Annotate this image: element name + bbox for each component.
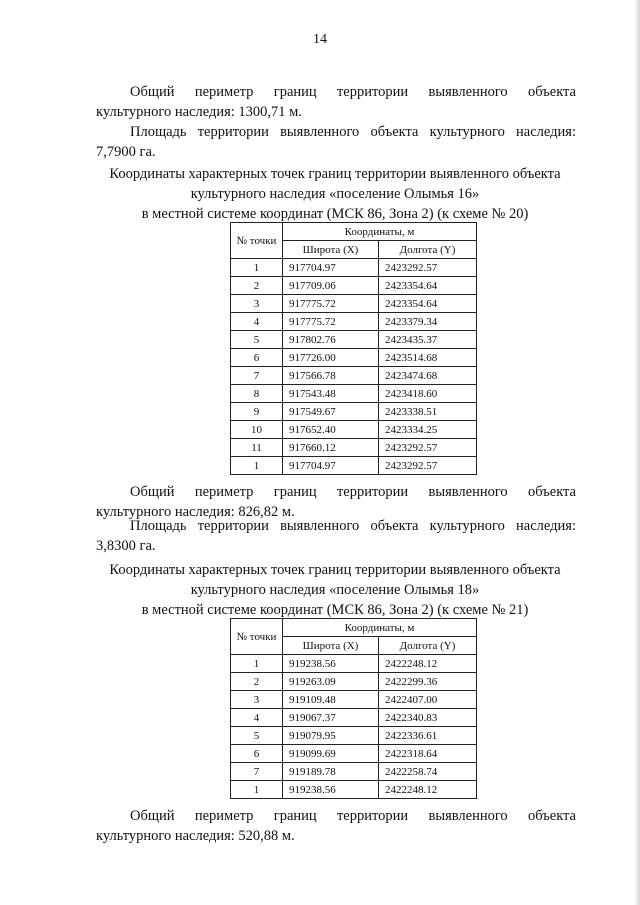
longitude-cell: 2423354.64 bbox=[379, 295, 477, 313]
area-paragraph-2 bbox=[96, 516, 576, 556]
point-number-cell: 7 bbox=[231, 367, 283, 385]
longitude-cell: 2422248.12 bbox=[379, 655, 477, 673]
col-point-header: № точки bbox=[231, 619, 283, 655]
table-row bbox=[231, 421, 477, 439]
longitude-cell: 2423514.68 bbox=[379, 349, 477, 367]
longitude-cell: 2422336.61 bbox=[379, 727, 477, 745]
latitude-cell: 919067.37 bbox=[283, 709, 379, 727]
table-row bbox=[231, 331, 477, 349]
coordinates-table-1 bbox=[230, 222, 477, 475]
perimeter-line-1: Общий периметр границ территории выявленного объекта bbox=[130, 484, 576, 500]
latitude-cell: 917566.78 bbox=[283, 367, 379, 385]
latitude-cell: 919263.09 bbox=[283, 673, 379, 691]
latitude-cell: 919238.56 bbox=[283, 781, 379, 799]
table-row bbox=[231, 295, 477, 313]
latitude-cell: 917543.48 bbox=[283, 385, 379, 403]
point-number-cell: 1 bbox=[231, 457, 283, 475]
latitude-cell: 917775.72 bbox=[283, 295, 379, 313]
table-row bbox=[231, 763, 477, 781]
table-row bbox=[231, 439, 477, 457]
col-lon-header: Долгота (Y) bbox=[379, 637, 477, 655]
point-number-cell: 1 bbox=[231, 655, 283, 673]
latitude-cell: 917775.72 bbox=[283, 313, 379, 331]
longitude-cell: 2423292.57 bbox=[379, 259, 477, 277]
point-number-cell: 8 bbox=[231, 385, 283, 403]
perimeter-paragraph-1 bbox=[96, 82, 576, 122]
longitude-cell: 2423379.34 bbox=[379, 313, 477, 331]
table-row bbox=[231, 313, 477, 331]
longitude-cell: 2422258.74 bbox=[379, 763, 477, 781]
point-number-cell: 1 bbox=[231, 781, 283, 799]
longitude-cell: 2423435.37 bbox=[379, 331, 477, 349]
point-number-cell: 7 bbox=[231, 763, 283, 781]
section-heading-2 bbox=[90, 560, 580, 620]
area-paragraph-1 bbox=[96, 122, 576, 162]
area-line-1: Площадь территории выявленного объекта культурного наследия: bbox=[130, 124, 576, 140]
point-number-cell: 9 bbox=[231, 403, 283, 421]
col-coords-header: Координаты, м bbox=[283, 223, 477, 241]
perimeter-line-2: культурного наследия: 826,82 м. bbox=[96, 504, 295, 520]
longitude-cell: 2422248.12 bbox=[379, 781, 477, 799]
longitude-cell: 2423418.60 bbox=[379, 385, 477, 403]
longitude-cell: 2422299.36 bbox=[379, 673, 477, 691]
latitude-cell: 917549.67 bbox=[283, 403, 379, 421]
table-row bbox=[231, 367, 477, 385]
latitude-cell: 919109.48 bbox=[283, 691, 379, 709]
table-row bbox=[231, 781, 477, 799]
coordinates-table-2 bbox=[230, 618, 477, 799]
table-row bbox=[231, 745, 477, 763]
longitude-cell: 2422340.83 bbox=[379, 709, 477, 727]
col-coords-header: Координаты, м bbox=[283, 619, 477, 637]
point-number-cell: 6 bbox=[231, 745, 283, 763]
point-number-cell: 6 bbox=[231, 349, 283, 367]
longitude-cell: 2423354.64 bbox=[379, 277, 477, 295]
perimeter-line-2: культурного наследия: 1300,71 м. bbox=[96, 104, 302, 120]
longitude-cell: 2422318.64 bbox=[379, 745, 477, 763]
longitude-cell: 2422407.00 bbox=[379, 691, 477, 709]
perimeter-paragraph-3 bbox=[96, 806, 576, 846]
col-point-header: № точки bbox=[231, 223, 283, 259]
longitude-cell: 2423292.57 bbox=[379, 457, 477, 475]
table-row bbox=[231, 349, 477, 367]
latitude-cell: 917704.97 bbox=[283, 259, 379, 277]
table-row bbox=[231, 727, 477, 745]
heading-line-1: Координаты характерных точек границ территории выявленного объекта bbox=[109, 166, 561, 182]
longitude-cell: 2423474.68 bbox=[379, 367, 477, 385]
page-edge-shadow bbox=[634, 0, 640, 905]
col-lat-header: Широта (X) bbox=[283, 241, 379, 259]
heading-line-2: культурного наследия «поселение Олымья 18» bbox=[190, 582, 480, 598]
perimeter-line-2: культурного наследия: 520,88 м. bbox=[96, 828, 295, 844]
table-row bbox=[231, 457, 477, 475]
table-row bbox=[231, 277, 477, 295]
point-number-cell: 3 bbox=[231, 295, 283, 313]
point-number-cell: 4 bbox=[231, 709, 283, 727]
longitude-cell: 2423292.57 bbox=[379, 439, 477, 457]
table-row bbox=[231, 655, 477, 673]
table-body bbox=[231, 259, 477, 475]
point-number-cell: 2 bbox=[231, 673, 283, 691]
point-number-cell: 10 bbox=[231, 421, 283, 439]
latitude-cell: 919189.78 bbox=[283, 763, 379, 781]
latitude-cell: 919079.95 bbox=[283, 727, 379, 745]
heading-line-3: в местной системе координат (МСК 86, Зона 2) (к схеме № 21) bbox=[141, 602, 529, 618]
perimeter-line-1: Общий периметр границ территории выявленного объекта bbox=[130, 84, 576, 100]
latitude-cell: 919238.56 bbox=[283, 655, 379, 673]
point-number-cell: 1 bbox=[231, 259, 283, 277]
point-number-cell: 4 bbox=[231, 313, 283, 331]
table-row bbox=[231, 259, 477, 277]
section-heading-1 bbox=[90, 164, 580, 224]
latitude-cell: 919099.69 bbox=[283, 745, 379, 763]
area-line-1: Площадь территории выявленного объекта культурного наследия: bbox=[130, 518, 576, 534]
area-line-2: 7,7900 га. bbox=[96, 144, 156, 160]
col-lon-header: Долгота (Y) bbox=[379, 241, 477, 259]
longitude-cell: 2423338.51 bbox=[379, 403, 477, 421]
perimeter-line-1: Общий периметр границ территории выявленного объекта bbox=[130, 808, 576, 824]
latitude-cell: 917652.40 bbox=[283, 421, 379, 439]
point-number-cell: 11 bbox=[231, 439, 283, 457]
heading-line-2: культурного наследия «поселение Олымья 16» bbox=[190, 186, 480, 202]
latitude-cell: 917726.00 bbox=[283, 349, 379, 367]
latitude-cell: 917704.97 bbox=[283, 457, 379, 475]
latitude-cell: 917660.12 bbox=[283, 439, 379, 457]
point-number-cell: 2 bbox=[231, 277, 283, 295]
table-row bbox=[231, 385, 477, 403]
col-lat-header: Широта (X) bbox=[283, 637, 379, 655]
latitude-cell: 917709.06 bbox=[283, 277, 379, 295]
table-row bbox=[231, 403, 477, 421]
point-number-cell: 5 bbox=[231, 727, 283, 745]
table-body bbox=[231, 655, 477, 799]
point-number-cell: 3 bbox=[231, 691, 283, 709]
heading-line-1: Координаты характерных точек границ территории выявленного объекта bbox=[109, 562, 561, 578]
page-number: 14 bbox=[313, 32, 327, 47]
point-number-cell: 5 bbox=[231, 331, 283, 349]
table-row bbox=[231, 673, 477, 691]
table-row bbox=[231, 691, 477, 709]
latitude-cell: 917802.76 bbox=[283, 331, 379, 349]
heading-line-3: в местной системе координат (МСК 86, Зона 2) (к схеме № 20) bbox=[141, 206, 529, 222]
area-line-2: 3,8300 га. bbox=[96, 538, 156, 554]
longitude-cell: 2423334.25 bbox=[379, 421, 477, 439]
table-row bbox=[231, 709, 477, 727]
